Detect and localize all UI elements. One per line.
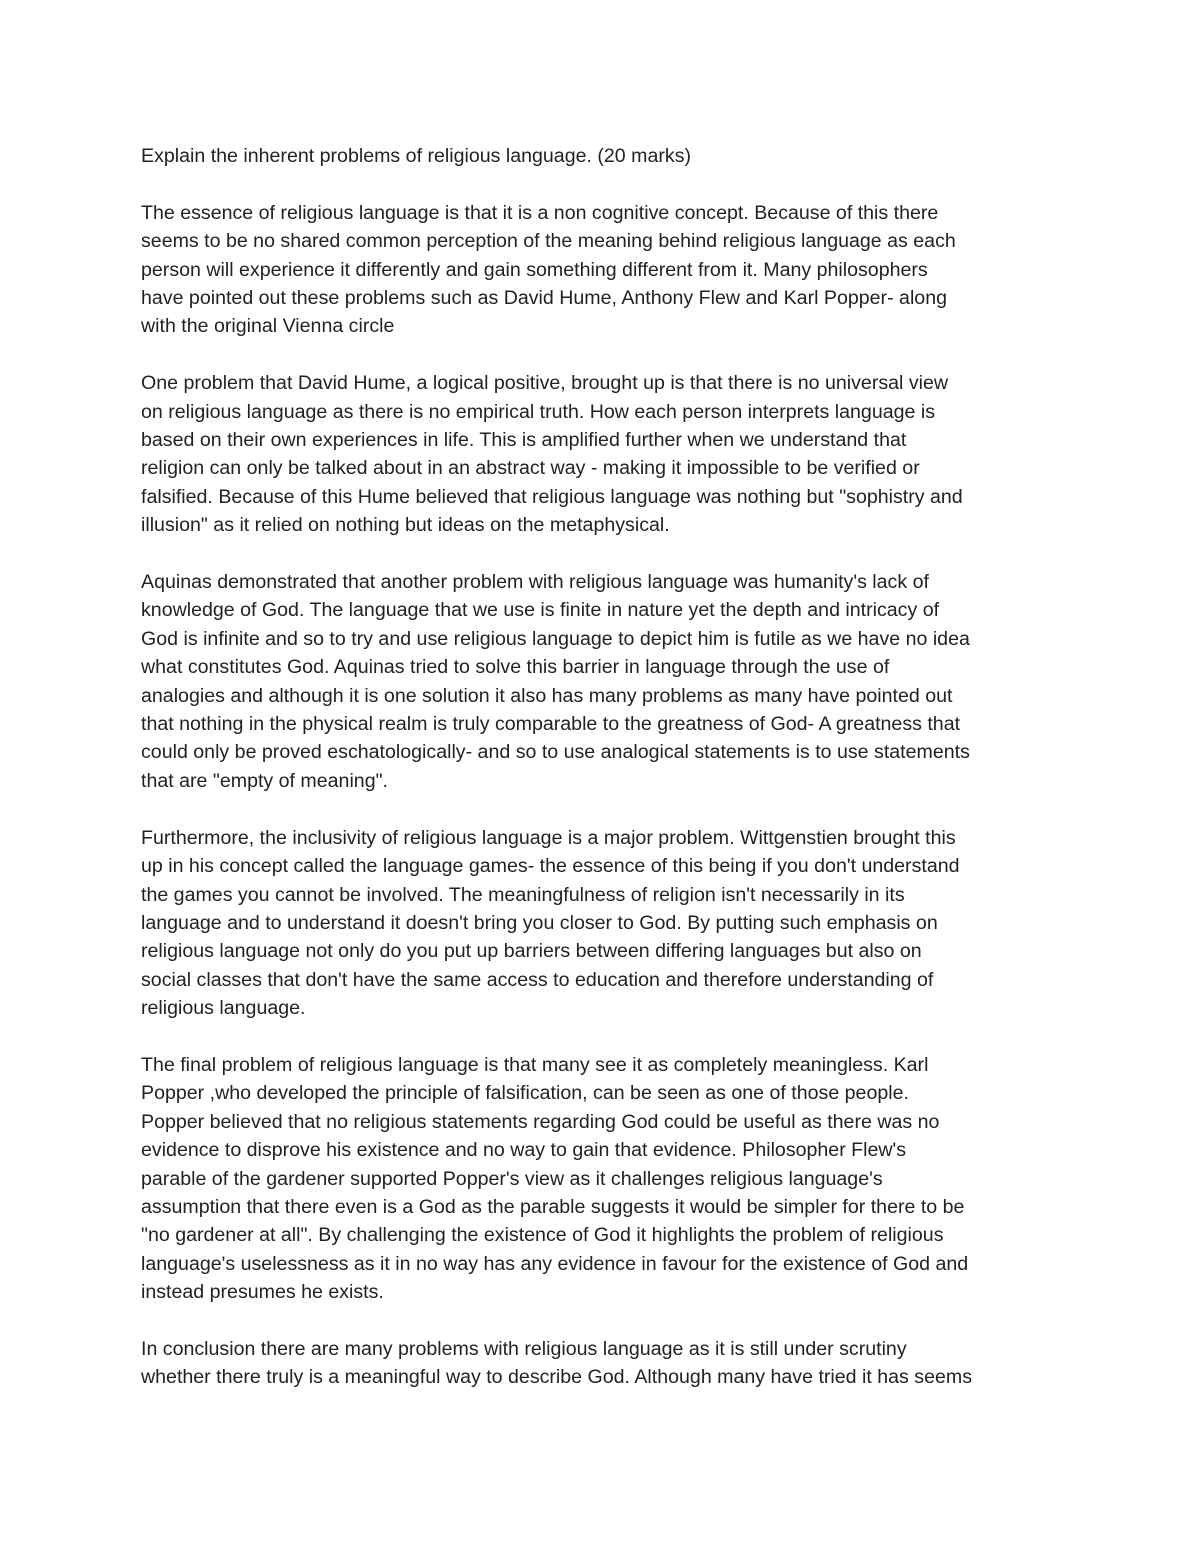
text-line: illusion" as it relied on nothing but ideas on the metaphysical. (141, 514, 670, 537)
text-line: analogies and although it is one solution it also has many problems as many have pointed out (141, 684, 953, 707)
text-line: with the original Vienna circle (141, 315, 395, 338)
text-line: evidence to disprove his existence and no way to gain that evidence. Philosopher Flew's (141, 1139, 907, 1162)
text-line: falsified. Because of this Hume believed that religious language was nothing but "sophistry and (141, 485, 963, 508)
text-line: language's uselessness as it in no way has any evidence in favour for the existence of God and (141, 1252, 969, 1275)
text-line: religion can only be talked about in an abstract way - making it impossible to be verified or (141, 457, 920, 480)
title-line: Explain the inherent problems of religious language. (20 marks) (141, 145, 692, 167)
text-line: that are "empty of meaning". (141, 769, 388, 792)
text-line: One problem that David Hume, a logical positive, brought up is that there is no universal view (141, 372, 949, 395)
paragraph-5 (141, 1051, 1071, 1307)
text-line: God is infinite and so to try and use religious language to depict him is futile as we have no idea (141, 627, 970, 650)
text-line: parable of the gardener supported Popper's view as it challenges religious language's (141, 1167, 883, 1190)
document-title (141, 142, 1071, 170)
text-line: seems to be no shared common perception of the meaning behind religious language as each (141, 230, 956, 253)
paragraph-4 (141, 824, 1071, 1023)
text-line: on religious language as there is no empirical truth. How each person interprets language is (141, 400, 936, 423)
text-line: based on their own experiences in life. This is amplified further when we understand that (141, 429, 907, 452)
text-line: Popper believed that no religious statements regarding God could be useful as there was no (141, 1110, 940, 1133)
text-line: knowledge of God. The language that we use is finite in nature yet the depth and intricacy of (141, 599, 940, 622)
text-line: "no gardener at all". By challenging the existence of God it highlights the problem of religious (141, 1224, 944, 1247)
paragraph-6 (141, 1335, 1071, 1392)
text-line: The final problem of religious language is that many see it as completely meaningless. Karl (141, 1053, 929, 1076)
text-line: what constitutes God. Aquinas tried to solve this barrier in language through the use of (141, 656, 890, 679)
paragraph-1 (141, 199, 1071, 341)
paragraph-3 (141, 568, 1071, 795)
text-line: the games you cannot be involved. The meaningfulness of religion isn't necessarily in its (141, 883, 905, 906)
text-line: up in his concept called the language games- the essence of this being if you don't understand (141, 855, 960, 878)
text-line: religious language not only do you put up barriers between differing languages but also on (141, 940, 922, 963)
text-line: could only be proved eschatologically- and so to use analogical statements is to use statements (141, 741, 970, 764)
text-line: have pointed out these problems such as David Hume, Anthony Flew and Karl Popper- along (141, 287, 947, 310)
text-line: religious language. (141, 997, 306, 1020)
text-line: that nothing in the physical realm is truly comparable to the greatness of God- A greatness that (141, 713, 961, 736)
paragraph-2 (141, 369, 1071, 539)
text-line: Popper ,who developed the principle of falsification, can be seen as one of those people. (141, 1082, 909, 1105)
document-body (141, 142, 1071, 1420)
text-line: instead presumes he exists. (141, 1281, 384, 1304)
text-line: assumption that there even is a God as the parable suggests it would be simpler for there to be (141, 1195, 965, 1218)
text-line: whether there truly is a meaningful way to describe God. Although many have tried it has seems (141, 1366, 972, 1389)
text-line: social classes that don't have the same access to education and therefore understanding of (141, 968, 934, 991)
text-line: Aquinas demonstrated that another problem with religious language was humanity's lack of (141, 571, 929, 594)
text-line: In conclusion there are many problems with religious language as it is still under scrutiny (141, 1337, 907, 1360)
text-line: person will experience it differently and gain something different from it. Many philosophers (141, 258, 928, 281)
text-line: language and to understand it doesn't bring you closer to God. By putting such emphasis on (141, 911, 938, 934)
text-line: Furthermore, the inclusivity of religious language is a major problem. Wittgenstien brought this (141, 826, 956, 849)
text-line: The essence of religious language is that it is a non cognitive concept. Because of this there (141, 201, 939, 224)
